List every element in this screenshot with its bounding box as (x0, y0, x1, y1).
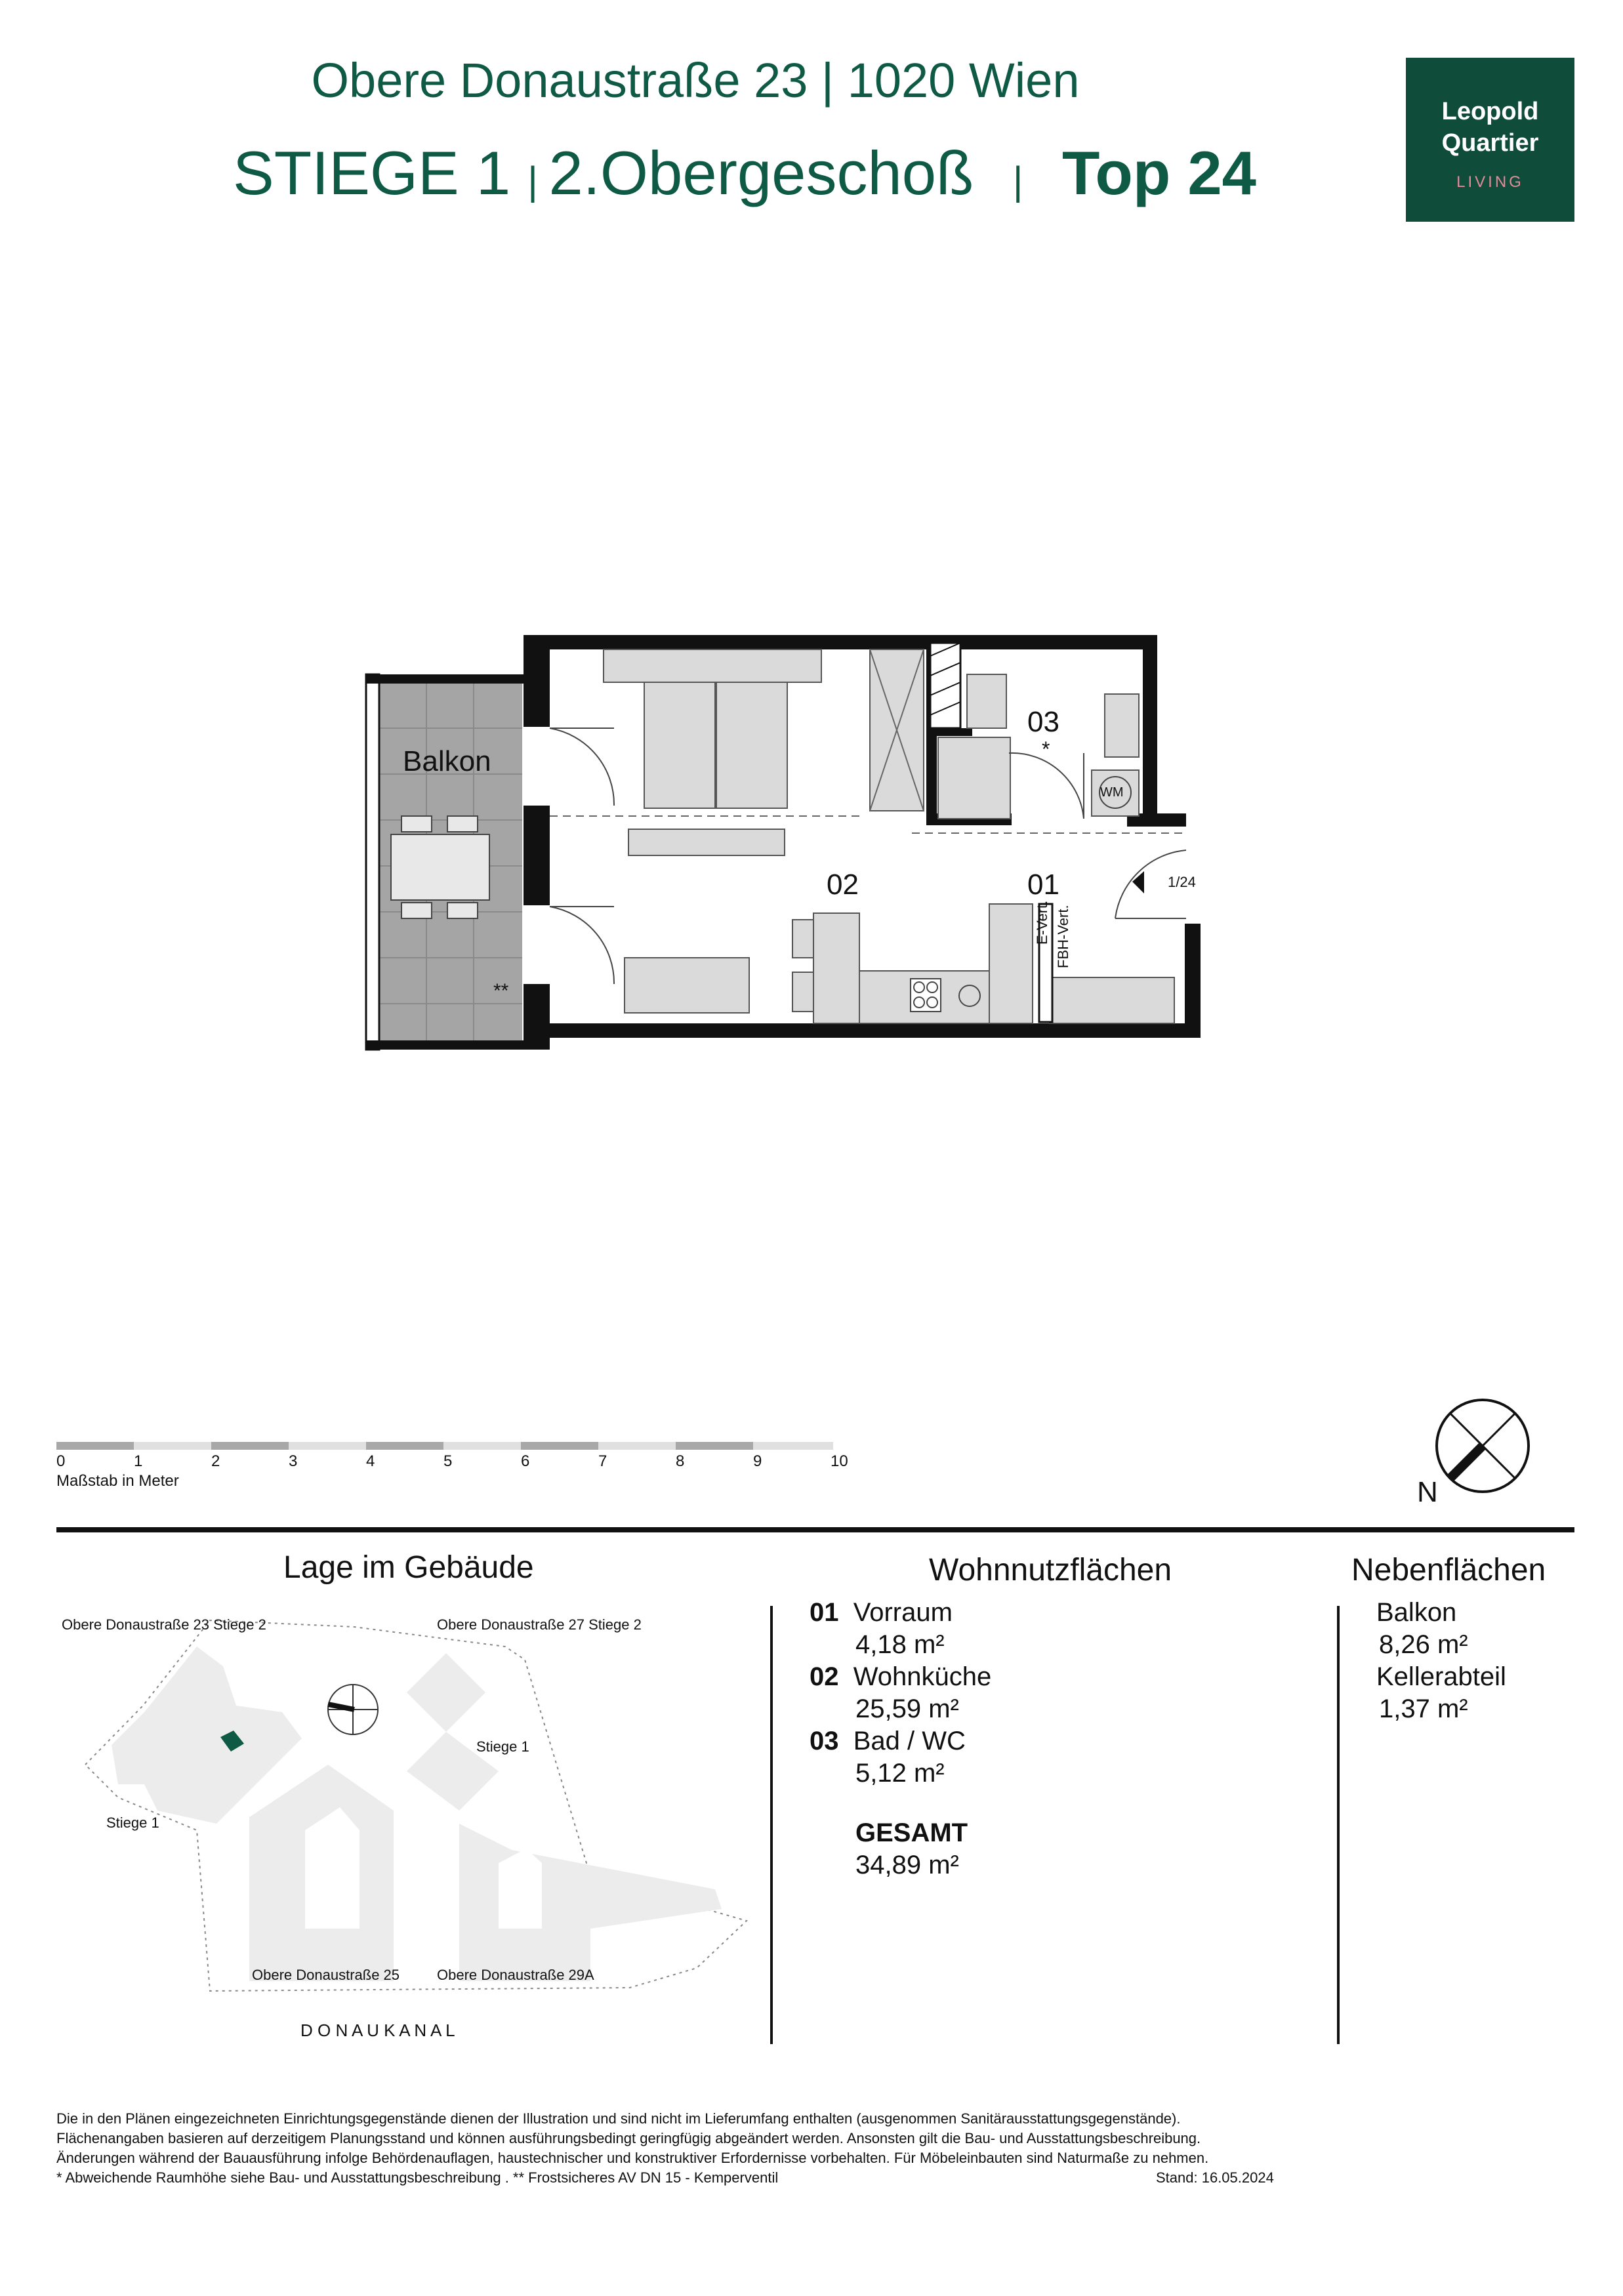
neben-list (1376, 1597, 1573, 1725)
door-tag: 1/24 (1168, 874, 1196, 890)
site-label-od27-s2: Obere Donaustraße 27 Stiege 2 (437, 1616, 642, 1633)
neben-heading: Nebenflächen (1351, 1553, 1546, 1588)
scale-caption: Maßstab in Meter (56, 1472, 179, 1490)
room-02-number: 02 (827, 869, 859, 901)
north-compass-icon (1437, 1400, 1529, 1492)
site-label-od29a: Obere Donaustraße 29A (437, 1967, 594, 1983)
room-03-number: 03 (1027, 706, 1059, 738)
stand-date: Stand: 16.05.2024 (1156, 2169, 1274, 2186)
room-area: 5,12 m² (855, 1759, 945, 1788)
gesamt-label: GESAMT (855, 1818, 968, 1847)
donaukanal-label: D O N A U K A N A L (300, 2020, 455, 2040)
wohnnutz-heading: Wohnnutzflächen (929, 1553, 1172, 1588)
neben-item: Balkon (1376, 1598, 1457, 1627)
disclaimer: Die in den Plänen eingezeichneten Einrichtungsgegenstände dienen der Illustration und sind nicht im Lieferumfang enthalten (ausgenommen Sanitärausstattungsgegenstände). Flächenangaben basieren auf derzeitigem Planungsstand und können ausführungsbedingt geringfügig abgeändert werden. Ansonsten gilt die Bau- und Ausstattungsbeschreibung. Änderungen während der Bauausführung infolge Behördenauflagen, haustechnischer und konstruktiver Erfordernisse vorbehalten. Für Möbeleinbauten sind Naturmaße zu nehmen. * Abweichende Raumhöhe siehe Bau- und Ausstattungsbeschreibung . ** Frostsicheres AV DN 15 - Kemperventil Stand: 16.05.2024 (56, 2109, 1500, 2188)
site-plan (85, 1620, 747, 1991)
logo-line3: LIVING (1456, 173, 1524, 191)
room-item: 02 Wohnküche (810, 1662, 992, 1691)
unit-title: STIEGE 1 | 2.Obergeschoß | Top 24 (233, 138, 1256, 207)
room-area: 25,59 m² (855, 1694, 959, 1723)
frostsicher-marker: ** (493, 980, 509, 1002)
logo-line1: Leopold (1441, 98, 1539, 125)
stiege-label: STIEGE 1 (233, 138, 511, 207)
fbh-vert-label: FBH-Vert. (1055, 905, 1071, 968)
room-item: 01 Vorraum (810, 1598, 953, 1627)
room-area: 4,18 m² (855, 1630, 945, 1659)
address-title: Obere Donaustraße 23 | 1020 Wien (311, 53, 1080, 108)
top-label: Top 24 (1061, 138, 1256, 207)
site-label-stiege1-left: Stiege 1 (106, 1814, 159, 1831)
north-label: N (1417, 1476, 1438, 1508)
site-label-od25: Obere Donaustraße 25 (252, 1967, 400, 1983)
e-vert-label: E-Vert. (1034, 900, 1050, 945)
site-label-stiege1-right: Stiege 1 (476, 1738, 529, 1755)
neben-area: 8,26 m² (1379, 1630, 1468, 1659)
wohnnutz-list (810, 1597, 1151, 1881)
neben-area: 1,37 m² (1379, 1694, 1468, 1723)
room-item: 03 Bad / WC (810, 1727, 966, 1755)
raumhoehe-star: * (1042, 737, 1050, 761)
waschmaschine-label: WM (1100, 785, 1124, 800)
section-divider (56, 1527, 1574, 1532)
site-label-od23-s2: Obere Donaustraße 23 Stiege 2 (62, 1616, 266, 1633)
geschoss-label: 2.Obergeschoß (548, 138, 974, 207)
balkon-label: Balkon (403, 745, 491, 777)
lage-heading: Lage im Gebäude (283, 1550, 534, 1585)
scale-ticks: 0 1 2 3 4 5 6 7 8 9 10 (56, 1452, 848, 1470)
scale-bar (56, 1442, 833, 1450)
gesamt-area: 34,89 m² (855, 1851, 959, 1879)
neben-item: Kellerabteil (1376, 1662, 1506, 1691)
logo-line2: Quartier (1441, 129, 1539, 157)
room-01-number: 01 (1027, 869, 1059, 901)
